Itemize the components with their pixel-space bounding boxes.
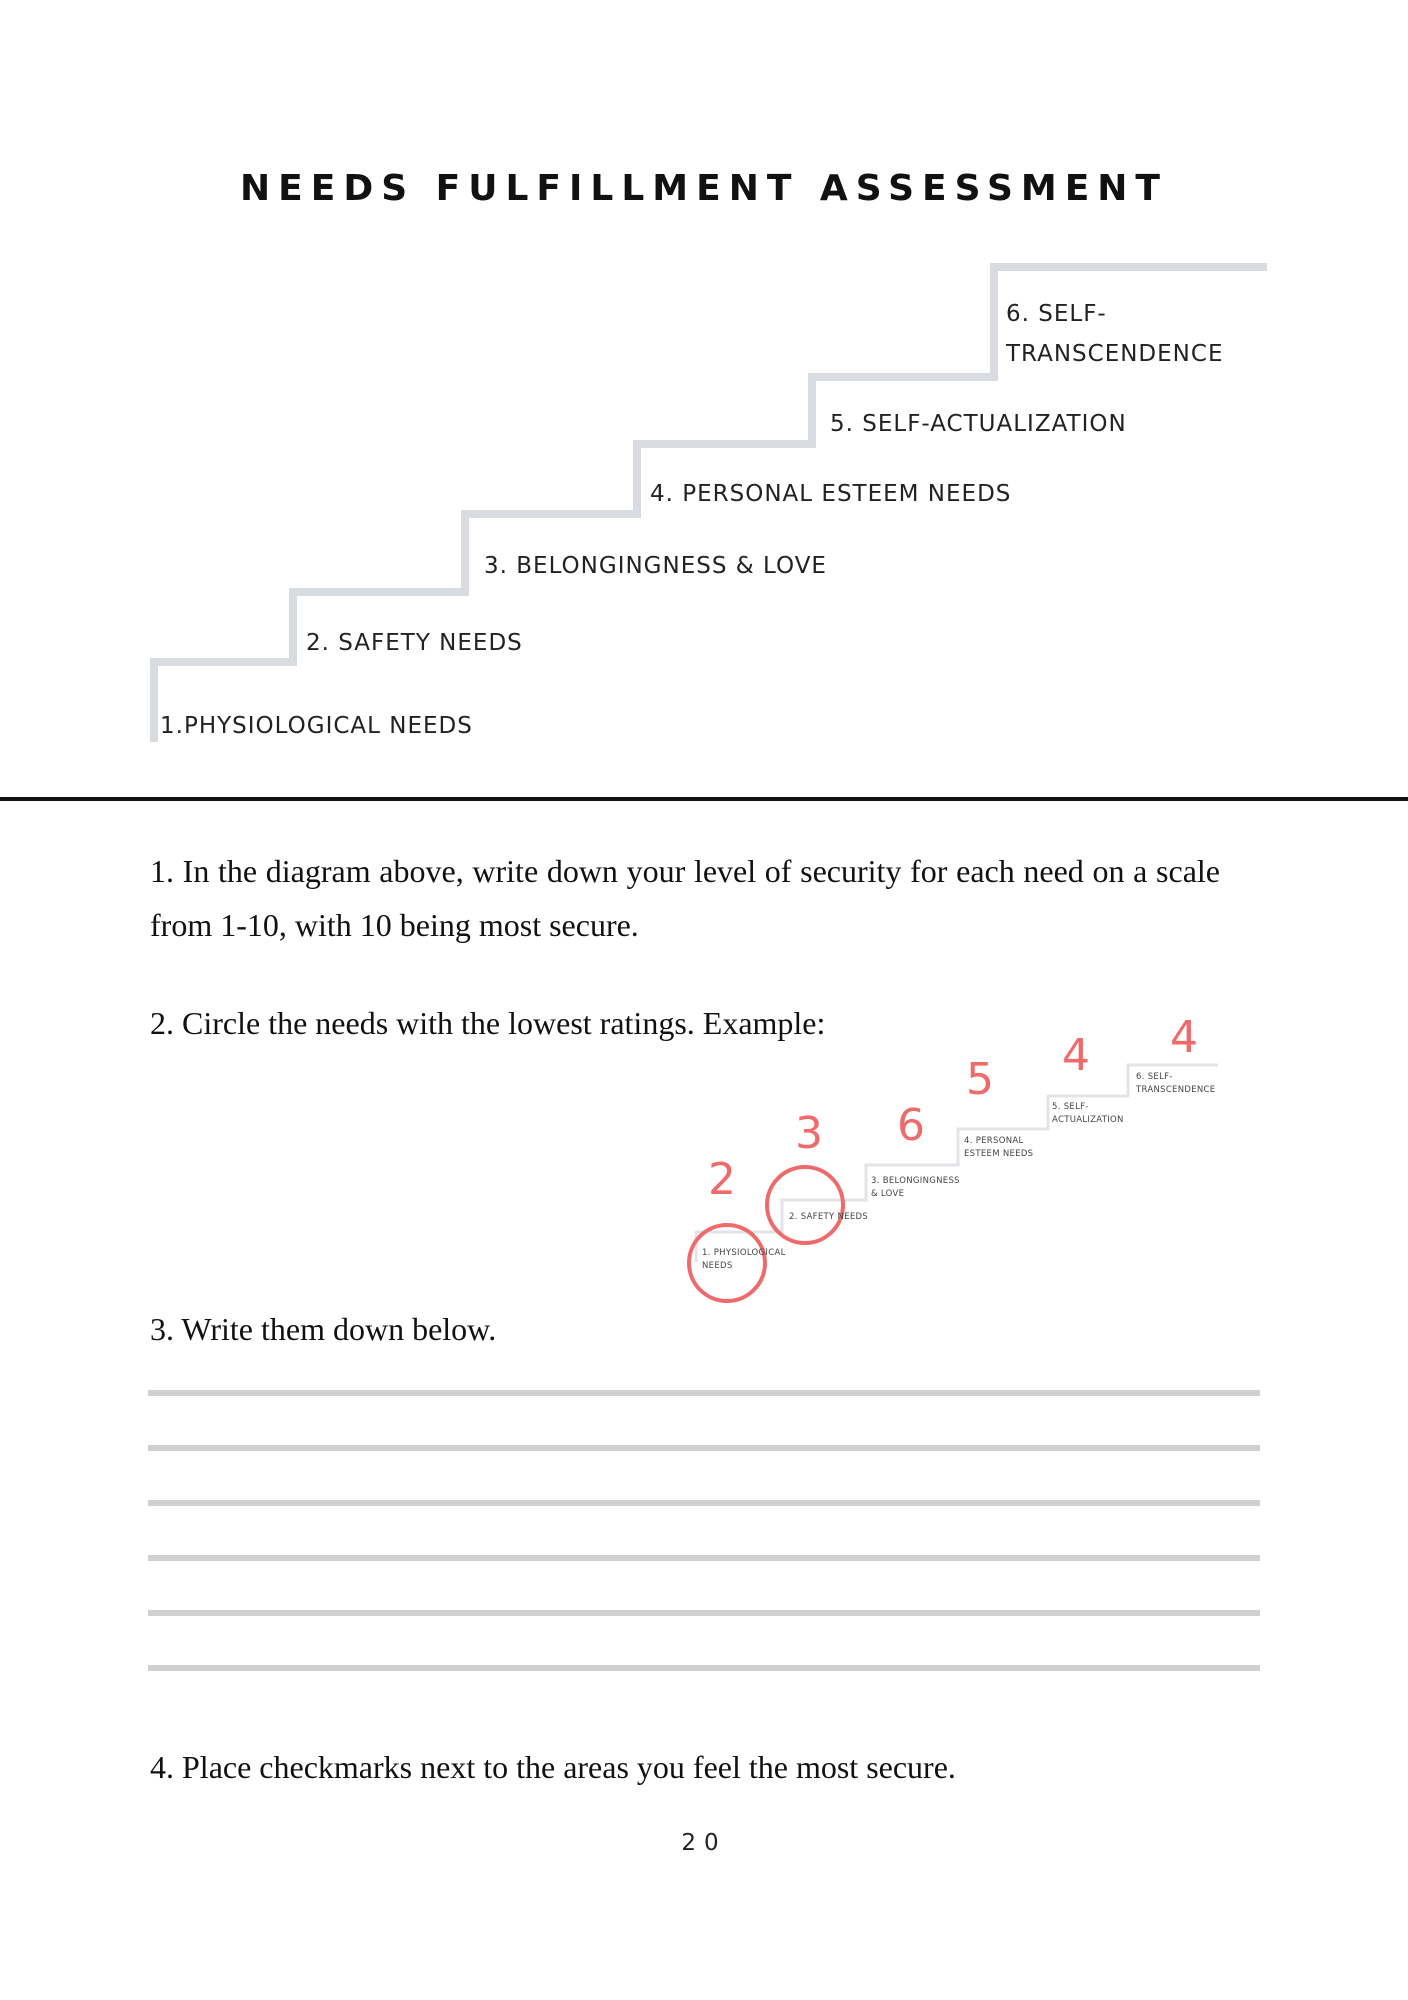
example-rating-5: 4 (1062, 1030, 1090, 1081)
step-2-label: 2. SAFETY NEEDS (306, 630, 523, 656)
example-rating-3: 6 (897, 1100, 925, 1151)
example-step-4-label (964, 1135, 1033, 1161)
step-5-label: 5. SELF-ACTUALIZATION (830, 411, 1127, 437)
writing-line[interactable] (148, 1665, 1260, 1671)
example-step-3-line1: 3. BELONGINGNESS (871, 1176, 960, 1186)
example-rating-1: 2 (708, 1154, 736, 1205)
writing-line[interactable] (148, 1555, 1260, 1561)
writing-line[interactable] (148, 1500, 1260, 1506)
instruction-2: 2. Circle the needs with the lowest ratings. Example: (150, 1005, 826, 1041)
example-step-1-label (702, 1247, 786, 1273)
writing-line[interactable] (148, 1610, 1260, 1616)
example-circle-safety (767, 1167, 843, 1243)
example-step-2-line1: 2. SAFETY NEEDS (789, 1212, 869, 1222)
example-step-1-line1: 1. PHYSIOLOGICAL (702, 1248, 786, 1258)
example-step-3-label (871, 1175, 960, 1201)
writing-line[interactable] (148, 1445, 1260, 1451)
example-rating-2: 3 (795, 1108, 823, 1159)
example-rating-4: 5 (966, 1054, 994, 1105)
example-step-5-line2: ACTUALIZATION (1052, 1115, 1124, 1125)
step-1-label: 1.PHYSIOLOGICAL NEEDS (160, 713, 473, 739)
example-step-5-line1: 5. SELF- (1052, 1102, 1089, 1112)
step-6-label-line2: TRANSCENDENCE (1006, 341, 1224, 367)
page-title: NEEDS FULFILLMENT ASSESSMENT (240, 168, 1168, 209)
instruction-1: 1. In the diagram above, write down your level of security for each need on a scale from 1-10, with 10 being most secure. (150, 853, 1220, 943)
step-6-label-line1: 6. SELF- (1006, 301, 1107, 327)
example-step-5-label (1052, 1101, 1124, 1127)
example-step-4-line2: ESTEEM NEEDS (964, 1149, 1034, 1159)
writing-line[interactable] (148, 1390, 1260, 1396)
instruction-4: 4. Place checkmarks next to the areas you feel the most secure. (150, 1749, 956, 1785)
example-step-3-line2: & LOVE (871, 1189, 905, 1199)
page-number: 20 (681, 1830, 727, 1856)
example-step-4-line1: 4. PERSONAL (964, 1136, 1024, 1146)
example-step-2-label (789, 1211, 868, 1224)
example-step-1-line2: NEEDS (702, 1261, 733, 1271)
example-step-6-line2: TRANSCENDENCE (1136, 1085, 1216, 1095)
example-step-6-line1: 6. SELF- (1136, 1072, 1173, 1082)
example-rating-6: 4 (1170, 1012, 1198, 1063)
step-4-label: 4. PERSONAL ESTEEM NEEDS (650, 481, 1012, 507)
example-step-6-label (1136, 1071, 1215, 1097)
step-3-label: 3. BELONGINGNESS & LOVE (484, 553, 827, 579)
instruction-3: 3. Write them down below. (150, 1311, 497, 1347)
